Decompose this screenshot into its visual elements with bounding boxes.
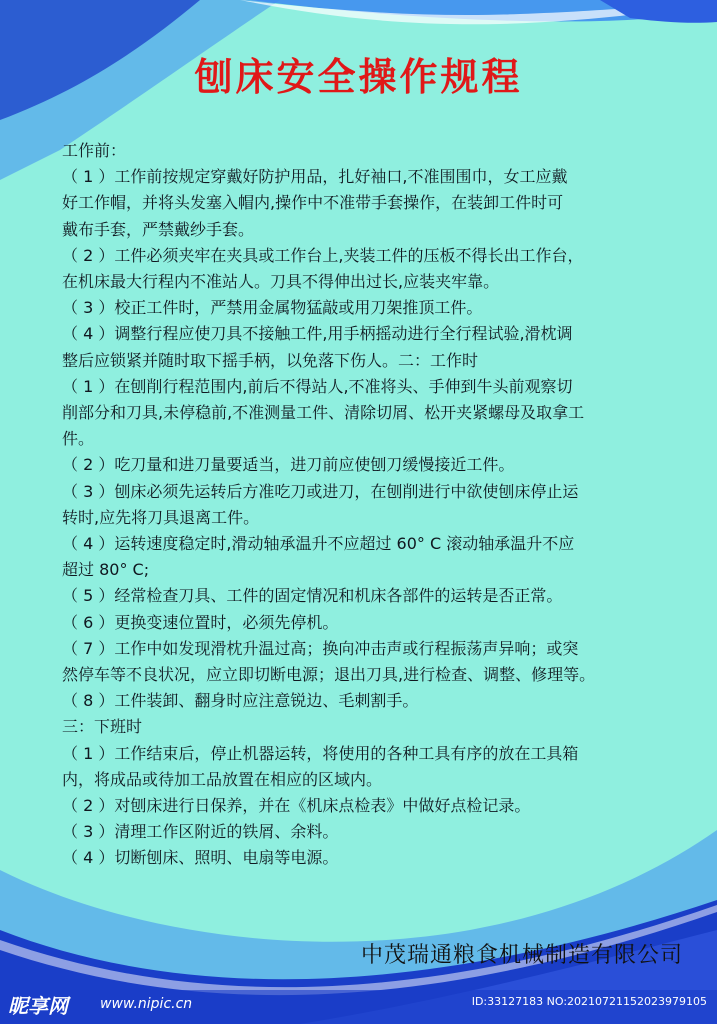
company-name: 中茂瑞通粮食机械制造有限公司	[360, 943, 683, 968]
rule-line: （ 3 ）刨床必须先运转后方准吃刀或进刀，在刨削进行中欲使刨床停止运	[62, 481, 579, 501]
watermark-logo: 昵享网	[8, 994, 68, 1018]
rule-line: 超过 80° C;	[62, 560, 150, 580]
rule-line: 内，将成品或待加工品放置在相应的区域内。	[62, 769, 383, 789]
rule-line: （ 4 ）调整行程应使刀具不接触工件,用手柄摇动进行全行程试验,滑枕调	[62, 324, 573, 344]
rule-line: （ 6 ）更换变速位置时，必须先停机。	[62, 612, 339, 632]
rule-line: （ 4 ）切断刨床、照明、电扇等电源。	[62, 848, 339, 868]
rule-line: 然停车等不良状况，应立即切断电源；退出刀具,进行检查、调整、修理等。	[62, 665, 596, 685]
rule-line: 件。	[62, 429, 95, 449]
rule-line: （ 5 ）经常检查刀具、工件的固定情况和机床各部件的运转是否正常。	[62, 586, 563, 606]
rule-line: 在机床最大行程内不准站人。刀具不得伸出过长,应装夹牢靠。	[62, 272, 500, 292]
rule-line: 戴布手套，严禁戴纱手套。	[62, 219, 255, 239]
rule-line: （ 2 ）工件必须夹牢在夹具或工作台上,夹装工件的压板不得长出工作台，	[62, 245, 584, 265]
rule-line: 工作前：	[62, 141, 127, 160]
rule-line: （ 4 ）运转速度稳定时,滑动轴承温升不应超过 60° C 滚动轴承温升不应	[62, 534, 575, 554]
rule-line: （ 2 ）吃刀量和进刀量要适当，进刀前应使刨刀缓慢接近工件。	[62, 455, 515, 475]
rule-line: （ 7 ）工作中如发现滑枕升温过高；换向冲击声或行程振荡声异响；或突	[62, 638, 579, 658]
rule-line: （ 1 ）工作前按规定穿戴好防护用品，扎好袖口,不准围围巾，女工应戴	[62, 167, 568, 187]
rule-line: （ 3 ）清理工作区附近的铁屑、余料。	[62, 822, 339, 842]
rule-line: 转时,应先将刀具退离工件。	[62, 507, 260, 527]
rule-line: 削部分和刀具,未停稳前,不准测量工件、清除切屑、松开夹紧螺母及取拿工	[62, 403, 585, 423]
page-title: 刨床安全操作规程	[194, 55, 523, 99]
rule-line: （ 1 ）工作结束后，停止机器运转，将使用的各种工具有序的放在工具箱	[62, 743, 579, 763]
watermark-id: ID:33127183 NO:20210721152023979105	[471, 995, 707, 1008]
rule-line: 三：下班时	[62, 717, 143, 737]
rule-line: 好工作帽，并将头发塞入帽内,操作中不准带手套操作，在装卸工件时可	[62, 193, 564, 213]
rule-line: （ 1 ）在刨削行程范围内,前后不得站人,不准将头、手伸到牛头前观察切	[62, 376, 573, 396]
rules-body	[62, 138, 662, 872]
rule-line: （ 2 ）对刨床进行日保养，并在《机床点检表》中做好点检记录。	[62, 796, 531, 816]
rule-line: （ 3 ）校正工件时，严禁用金属物猛敲或用刀架推顶工件。	[62, 298, 483, 318]
rule-line: 整后应锁紧并随时取下摇手柄，以免落下伤人。二：工作时	[62, 350, 479, 370]
rule-line: （ 8 ）工件装卸、翻身时应注意锐边、毛刺割手。	[62, 691, 419, 711]
watermark-url: www.nipic.cn	[100, 996, 193, 1012]
